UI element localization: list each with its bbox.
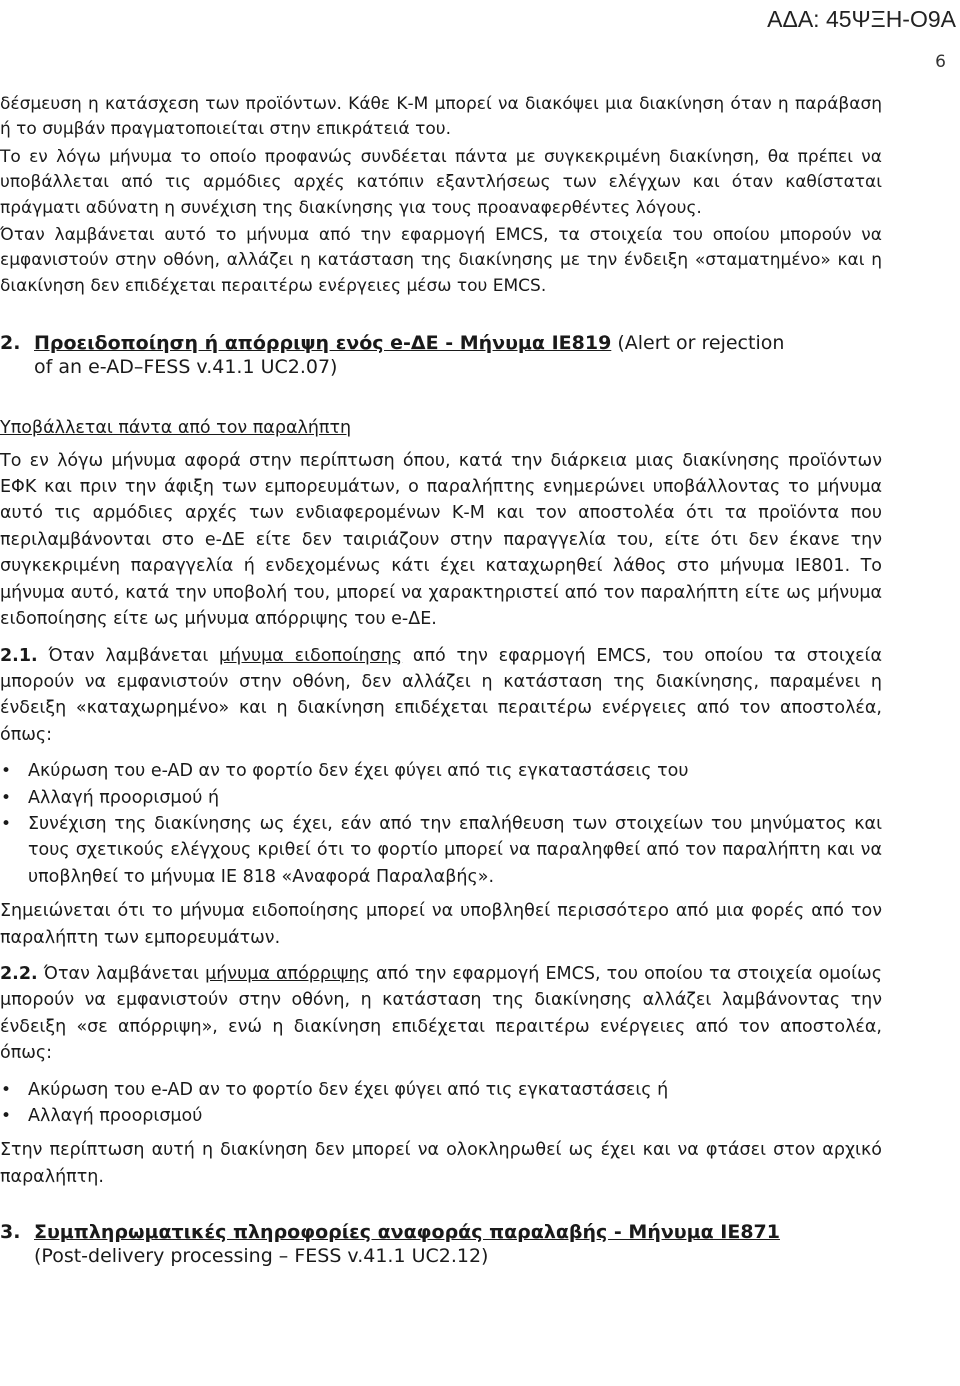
list-item: • Συνέχιση της διακίνησης ως έχει, εάν από την επαλήθευση των στοιχείων του μηνύματος και τους σχετικούς ελέγχους κριθεί ότι το φορτίο μπορεί να παραληφθεί από τον παραλήπτη και να υποβληθεί το μήνυμα ΙΕ 818 «Αναφορά Παραλαβής».	[0, 811, 882, 890]
subsection-2-1-bullets	[0, 758, 882, 890]
list-item: • Ακύρωση του e-AD αν το φορτίο δεν έχει φύγει από τις εγκαταστάσεις του	[0, 758, 882, 784]
section-3-title: Συμπληρωματικές πληροφορίες αναφοράς παραλαβής - Μήνυμα ΙΕ871	[34, 1221, 780, 1244]
section-2-heading	[0, 331, 882, 379]
subsection-2-2-note: Στην περίπτωση αυτή η διακίνηση δεν μπορεί να ολοκληρωθεί ως έχει και να φτάσει στον αρχικό παραλήπτη.	[0, 1140, 882, 1187]
subsection-2-1-lead: Όταν λαμβάνεται	[37, 645, 220, 666]
ada-code: ΑΔΑ: 45ΨΞΗ-Ο9Α	[767, 6, 956, 32]
list-item: • Αλλαγή προορισμού	[0, 1103, 882, 1129]
section-2-title: Προειδοποίηση ή απόρριψη ενός e-ΔΕ - Μήνυμα ΙΕ819	[34, 332, 612, 355]
section-2-number: 2.	[0, 332, 21, 355]
subsection-2-1-keyword: μήνυμα ειδοποίησης	[219, 645, 403, 666]
subsection-2-2-number: 2.2.	[0, 963, 38, 984]
intro-paragraph-1: δέσμευση η κατάσχεση των προϊόντων. Κάθε Κ-Μ μπορεί να διακόψει μια διακίνηση όταν η παράβαση ή το συμβάν πραγματοποιείται στην επικράτειά του.	[0, 94, 882, 140]
subsection-2-1-number: 2.1.	[0, 645, 38, 666]
subsection-2-2-bullets	[0, 1077, 882, 1130]
subsection-2-1-note: Σημειώνεται ότι το μήνυμα ειδοποίησης μπορεί να υποβληθεί περισσότερο από μια φορές από τον παραλήπτη των εμπορευμάτων.	[0, 901, 882, 948]
subsection-2-2	[0, 961, 882, 1067]
section-3-subtitle: (Post-delivery processing – FESS v.41.1 UC2.12)	[34, 1245, 489, 1268]
section-3-number: 3.	[0, 1221, 21, 1244]
subsection-2-2-keyword: μήνυμα απόρριψης	[205, 963, 370, 984]
section-2-subtitle-a: (Alert or rejection	[611, 332, 785, 355]
section-2-subtitle-b: of an e-AD–FESS v.41.1 UC2.07)	[34, 356, 338, 379]
intro-paragraph-3: Όταν λαμβάνεται αυτό το μήνυμα από την εφαρμογή EMCS, τα στοιχεία του οποίου μπορούν να εμφανιστούν στην οθόνη, αλλάζει η κατάσταση της διακίνησης με την ένδειξη «σταματημένο» και η διακίνηση δεν επιδέχεται περαιτέρω ενέργειες μέσω του EMCS.	[0, 225, 882, 296]
subsection-2-2-lead: Όταν λαμβάνεται	[37, 963, 206, 984]
list-item: • Αλλαγή προορισμού ή	[0, 785, 882, 811]
list-item: • Ακύρωση του e-AD αν το φορτίο δεν έχει φύγει από τις εγκαταστάσεις ή	[0, 1077, 882, 1103]
section-3-heading	[0, 1220, 882, 1268]
document-body	[0, 92, 882, 1268]
subsection-2-1-text: από την εφαρμογή EMCS, του οποίου τα στοιχεία μπορούν να εμφανιστούν στην οθόνη, δεν αλλάζει η κατάσταση της διακίνησης, παραμένει η ένδειξη «καταχωρημένο» και η διακίνηση επιδέχεται περαιτέρω ενέργειες από τον αποστολέα, όπως:	[0, 645, 883, 745]
page-number: 6	[935, 52, 946, 72]
intro-paragraph-2: Το εν λόγω μήνυμα το οποίο προφανώς συνδέεται πάντα με συγκεκριμένη διακίνηση, θα πρέπει να υποβάλλεται από τις αρμόδιες αρχές κατόπιν εξαντλήσεως των ελέγχων και όταν καθίσταται πράγματι αδύνατη η συνέχιση της διακίνησης για τους προαναφερθέντες λόγους.	[0, 146, 882, 218]
subsection-2-2-text: από την εφαρμογή EMCS, του οποίου τα στοιχεία ομοίως μπορούν να εμφανιστούν στην οθόνη, η κατάσταση της διακίνησης αλλάζει λαμβάνοντας την ένδειξη «σε απόρριψη», ενώ η διακίνηση επιδέχεται περαιτέρω ενέργειες από τον αποστολέα, όπως:	[0, 963, 882, 1064]
section-2-submitted-by: Υποβάλλεται πάντα από τον παραλήπτη	[0, 418, 352, 439]
subsection-2-1	[0, 643, 882, 749]
section-2-body: Το εν λόγω μήνυμα αφορά στην περίπτωση όπου, κατά την διάρκεια μιας διακίνησης προϊόντων ΕΦΚ και πριν την άφιξη των εμπορευμάτων, ο παραλήπτης ενημερώνει υποβάλλοντας το μήνυμα αυτό τις αρμόδιες αρχές των ενδιαφερομένων Κ-Μ και τον αποστολέα ότι τα προϊόντα που περιλαμβάνονται στο e-ΔΕ είτε δεν ταιριάζουν στην παραγγελία του, είτε ότι δεν έκανε την συγκεκριμένη παραγγελία ή ενδεχομένως κάτι έχει καταχωρηθεί λάθος στο μήνυμα ΙΕ801. Το μήνυμα αυτό, κατά την υποβολή του, μπορεί να χαρακτηριστεί από τον παραλήπτη είτε ως μήνυμα ειδοποίησης είτε ως μήνυμα απόρριψης του e-ΔΕ.	[0, 450, 882, 630]
